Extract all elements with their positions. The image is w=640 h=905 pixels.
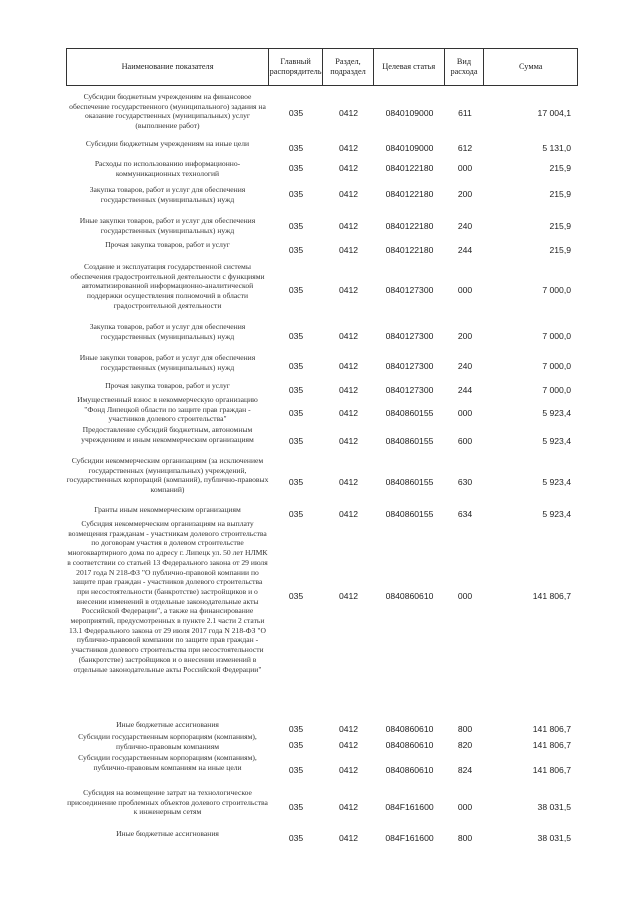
row-summa: 7 000,0 [542,331,571,341]
row-statya: 0840860155 [385,408,434,418]
row-vid: 240 [457,361,473,371]
row-glav: 035 [288,740,304,750]
row-razdel: 0412 [338,385,359,395]
row-statya: 0840127300 [385,361,434,371]
row-summa: 5 923,4 [542,509,571,519]
row-vid: 200 [457,331,473,341]
row-name: Гранты иным некоммерческим организациям [94,505,241,514]
row-statya: 0840860610 [385,740,434,750]
row-statya: 0840127300 [385,385,434,395]
row-name: Субсидии государственным корпорациям (компаниям), публично-правовым компаниям [78,732,257,751]
row-razdel: 0412 [338,477,359,487]
row-glav: 035 [288,361,304,371]
row-razdel: 0412 [338,724,359,734]
row-name: Закупка товаров, работ и услуг для обеспечения государственных (муниципальных) нужд [89,185,246,204]
row-vid: 800 [457,833,473,843]
row-summa: 5 923,4 [542,477,571,487]
row-statya: 0840122180 [385,245,434,255]
row-name: Прочая закупка товаров, работ и услуг [105,240,230,249]
header-summa: Сумма [518,62,543,71]
row-razdel: 0412 [338,740,359,750]
row-razdel: 0412 [338,163,359,173]
row-vid: 600 [457,436,473,446]
row-name: Создание и эксплуатация государственной системы обеспечения градостроительной деятельности с функциями автоматизированной информационно-аналитической поддержки осуществления полномочий в области градостроительной деятельности [70,262,265,310]
row-statya: 0840122180 [385,163,434,173]
row-statya: 0840127300 [385,331,434,341]
row-summa: 215,9 [549,163,571,173]
row-summa: 5 923,4 [542,408,571,418]
row-name: Иные бюджетные ассигнования [116,720,219,729]
row-razdel: 0412 [338,143,359,153]
row-vid: 824 [457,765,473,775]
row-statya: 084F161600 [385,802,434,812]
row-statya: 0840109000 [385,143,434,153]
row-razdel: 0412 [338,436,359,446]
row-razdel: 0412 [338,361,359,371]
row-glav: 035 [288,189,304,199]
row-summa: 38 031,5 [537,833,571,843]
row-razdel: 0412 [338,591,359,601]
row-name: Прочая закупка товаров, работ и услуг [105,381,230,390]
row-statya: 0840860610 [385,724,434,734]
row-glav: 035 [288,163,304,173]
row-summa: 17 004,1 [537,108,571,118]
row-razdel: 0412 [338,221,359,231]
row-razdel: 0412 [338,509,359,519]
row-vid: 634 [457,509,473,519]
row-glav: 035 [288,385,304,395]
row-glav: 035 [288,477,304,487]
row-vid: 630 [457,477,473,487]
row-statya: 0840127300 [385,285,434,295]
row-glav: 035 [288,143,304,153]
row-summa: 5 923,4 [542,436,571,446]
row-name: Субсидия на возмещение затрат на технологическое присоединение проблемных объектов долевого строительства к инженерным сетям [67,788,268,817]
row-name: Предоставление субсидий бюджетным, автономным учреждениям и иным некоммерческим организациям [81,425,254,444]
row-razdel: 0412 [338,285,359,295]
row-razdel: 0412 [338,833,359,843]
row-glav: 035 [288,221,304,231]
row-summa: 7 000,0 [542,361,571,371]
row-vid: 000 [457,591,473,601]
row-glav: 035 [288,509,304,519]
row-vid: 611 [458,108,472,118]
row-vid: 000 [457,408,473,418]
header-vid: Вид расхода [445,49,485,85]
row-statya: 0840860610 [385,591,434,601]
row-summa: 215,9 [549,221,571,231]
row-glav: 035 [288,408,304,418]
row-name: Субсидии государственным корпорациям (компаниям), публично-правовым компаниям на иные цели [78,753,257,772]
row-glav: 035 [288,833,304,843]
row-glav: 035 [288,331,304,341]
row-vid: 612 [457,143,473,153]
row-razdel: 0412 [338,189,359,199]
table-header [66,48,578,86]
header-glav: Главный распорядитель [269,49,323,85]
row-name: Расходы по использованию информационно-коммуникационных технологий [94,159,241,178]
row-summa: 7 000,0 [542,385,571,395]
row-summa: 7 000,0 [542,285,571,295]
header-name: Наименование показателя [67,49,269,85]
row-razdel: 0412 [338,802,359,812]
row-vid: 244 [457,245,473,255]
row-summa: 141 806,7 [532,765,571,775]
row-statya: 0840109000 [385,108,434,118]
row-vid: 244 [457,385,473,395]
header-razdel: Раздел, подраздел [323,49,374,85]
row-glav: 035 [288,285,304,295]
row-summa: 141 806,7 [532,724,571,734]
row-name: Субсидии некоммерческим организациям (за исключением государственных (муниципальных) учреждений, государственных корпораций (компаний), публично-правовых компаний) [66,456,269,495]
row-razdel: 0412 [338,408,359,418]
row-summa: 38 031,5 [537,802,571,812]
row-summa: 141 806,7 [532,591,571,601]
row-name: Субсидии бюджетным учреждениям на финансовое обеспечение государственного (муниципального) задания на оказание государственных (муниципальных) услуг (выполнение работ) [69,92,266,131]
row-summa: 141 806,7 [532,740,571,750]
row-statya: 0840860610 [385,765,434,775]
row-razdel: 0412 [338,331,359,341]
row-statya: 0840860155 [385,436,434,446]
row-glav: 035 [288,436,304,446]
row-glav: 035 [288,765,304,775]
row-glav: 035 [288,724,304,734]
row-name: Закупка товаров, работ и услуг для обеспечения государственных (муниципальных) нужд [89,322,246,341]
row-vid: 240 [457,221,473,231]
row-statya: 0840860155 [385,509,434,519]
row-glav: 035 [288,108,304,118]
row-name: Субсидия некоммерческим организациям на выплату возмещения гражданам - участникам долевого строительства по договорам участия в долевом строительстве многоквартирного дома по адресу г. Липецк ул. 50 лет НЛМК в соответствии со статьей 13 Федерального закона от 29 июля 2017 года N 218-ФЗ "О публично-правовой компании по защите прав граждан - участников долевого строительства при несостоятельности (банкротстве) застройщиков и о внесении изменений в отдельные законодательные акты Российской Федерации", а также на финансирование мероприятий, предусмотренных в пункте 2.1 части 2 статьи 13.1 Федерального закона от 29 июля 2017 года N 218-ФЗ "О публично-правовой компании по защите прав граждан - участников долевого строительства при несостоятельности (банкротстве) застройщиков и о внесении изменений в отдельные законодательные акты Российской Федерации" [67,519,268,674]
row-summa: 5 131,0 [542,143,571,153]
row-statya: 0840122180 [385,189,434,199]
row-statya: 0840122180 [385,221,434,231]
row-summa: 215,9 [549,189,571,199]
row-vid: 800 [457,724,473,734]
row-name: Имущественный взнос в некоммерческую организацию "Фонд Липецкой области по защите прав граждан - участников долевого строительства" [77,395,258,424]
row-name: Иные бюджетные ассигнования [116,829,219,838]
row-name: Иные закупки товаров, работ и услуг для обеспечения государственных (муниципальных) нужд [79,216,256,235]
row-razdel: 0412 [338,765,359,775]
row-vid: 000 [457,802,473,812]
row-vid: 820 [457,740,473,750]
row-summa: 215,9 [549,245,571,255]
row-glav: 035 [288,802,304,812]
row-name: Субсидии бюджетным учреждениям на иные цели [85,139,250,148]
row-vid: 000 [457,163,473,173]
header-statya: Целевая статья [374,49,445,85]
row-razdel: 0412 [338,245,359,255]
row-statya: 0840860155 [385,477,434,487]
row-glav: 035 [288,245,304,255]
row-glav: 035 [288,591,304,601]
row-name: Иные закупки товаров, работ и услуг для обеспечения государственных (муниципальных) нужд [79,353,256,372]
row-vid: 200 [457,189,473,199]
row-razdel: 0412 [338,108,359,118]
row-vid: 000 [457,285,473,295]
row-statya: 084F161600 [385,833,434,843]
